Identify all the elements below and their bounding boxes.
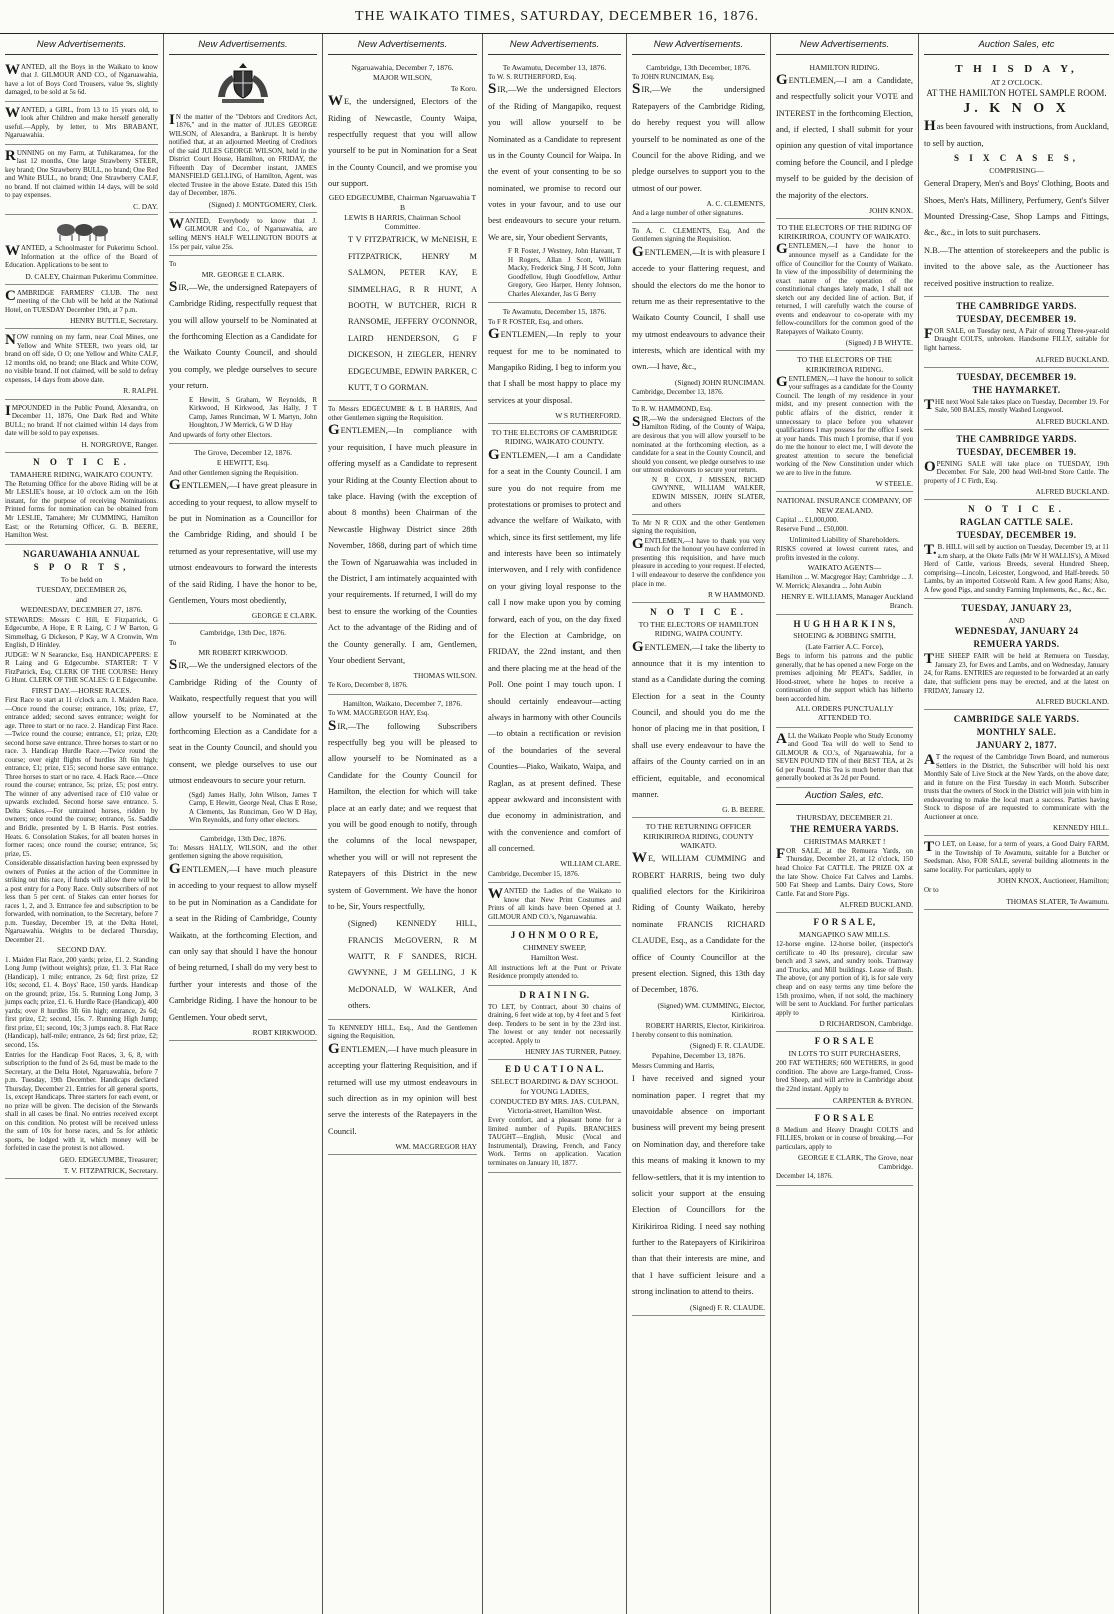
advert-stray-cattle: NOW running on my farm, near Coal Mines, one Yellow and White STEER, two years old, tar brand on off side, O O; one Yellow and White CALF, 12 months old, no brand; one Black and White COW, no visible brand. If not claimed, will be sold to defray expenses, 14 days from above date. R. RALPH. — [5, 329, 158, 399]
column-2 — [163, 34, 322, 1614]
reply-macgregor-hay: To KENNEDY HILL, Esq., And the Gentlemen signing the Requisition, GENTLEMEN,—I have much pleasure in accepting your flattering Requisition, and if returned will use my utmost endeavours in such direction as in my opinion will best serve the interests of the Ratepayers in the Council. WM. MACGREGOR HAY — [328, 1020, 477, 1155]
advert-ngaruawahia-sports: NGARUAWAHIA ANNUAL S P O R T S, To be held on TUESDAY, DECEMBER 26, and WEDNESDAY, DECEMBER 27, 1876. STEWARDS: Messrs C Hill, E Fitzpatrick, G Edgecumbe, A Hope, E R Laing, C J W Barton, G Simmelhag, G Dickeson, P Kay, W A Cronwin, Wm English, D Hinkley. JUDGE: W N Searancke, Esq. HANDICAPPERS: E R Laing and G Edgecumbe. STARTER: T V FitzPatrick, Esq. CLERK OF THE COURSE: Henry G Hunt. CLERK OF THE SCALES: G E Edgecumbe. FIRST DAY.—HORSE RACES. First Race to start at 11 o'clock a.m. 1. Maiden Race.—Once round the course; entrance, 10s; prize, £7, entrance added; second saves entrance; weight for age. Three to start or no race. 2. Handicap First Race.—Twice round the course; entrance, £1; prize, £20; second horse save entrance. Three horses to start or no race. 3. Handicap Hurdle Race.—Twice round the course; over eight flights of hurdles 3ft 6in high; entrance, £1; prize, £15; second horse save entrance. Three horses to start or no race. 4. Hack Race.—Once round the course; entrance, 5s; prize, £5; post entry. The winner of any advertised race of £10 value or upwards excluded. Second horse save entrance. 5. Delta Stakes.—For untrained horses, ridden by owners; once round the course; entrance, 5s. Saddle and Bridle, presented by L B Harris. Post entries. Heats. 6. Consolation Stakes, for all beaten horses in former races; once round the course; entrance, 5s; prize, £5. Considerable dissatisfaction having been expressed by owners of Ponies at the action of the Committee in striking out this race, if funds will allow there will be a post entry for a Pony Race. Only subscribers of not less than 5 per cent. of Stakes can enter horses for races 1, 2, and 3. Entrance fee and subscription to be forwarded, with nomination, to the Secretary, before 7 p.m. Tuesday, December 19, at the Delta Hotel, Ngaruawahia. Weights to be declared Thursday, December 21. SECOND DAY. 1. Maiden Flat Race, 200 yards; prize, £1. 2. Standing Long Jump (without weights); prize, £1. 3. Flat Race (Handicap), 1 mile; entrance, 2s 6d; first prize, £2 10s; second, £1. 4. Boys' Race, 150 yards. Handicap on the ground; prize, 15s. 5. Running Long Jump, 3 jumps each; prize, £1. 6. Hurdle Race (Handicap), 400 yards; over 8 hurdles 3ft 6in high; entrance, 2s 6d; first prize, £2; second, 15s. 7. Running High Jump; first prize, £1; second, 10s; 3 jumps each. 8. Flat Race (Handicap), half-mile; entrance, 2s 6d; first prize, £2; second, 15s. Entries for the Handicap Foot Races, 3, 6, 8, with subscription to the fund of 2s 6d, must be made to the Secretary, at the Delta Hotel, Ngaruawahia, before 7 p.m. Tuesday, 19th December. Handicaps declared Thursday, December 21. Entries for all general sports, 1s, except Handicaps. Three starters for each event, or no prize will be given. The decision of the Stewards shall in all cases be final. No entries received except on this condition. No protest will be received unless the sum of 10s for horse races, and 5s for athletic sports, be lodged with it, which money will be forfeited in case the protest is not allowed. GEO. EDGECUMBE, Treasurer; T. V. FITZPATRICK, Secretary. — [5, 545, 158, 1179]
requisition-major-wilson: Ngaruawahia, December 7, 1876. MAJOR WILSON, Te Koro. WE, the undersigned, Electors of the Riding of Newcastle, County Waipa, respectfully request that you will allow yourself to be put in Nomination for a Seat in the County Council, and we promise you our support. GEO EDGECUMBE, Chairman Ngaruawahia T B LEWIS B HARRIS, Chairman School Committee. T V FITZPATRICK, W McNEISH, E FITZPATRICK, HENRY M SALMON, PETER KAY, E SIMMELHAG, R R HUNT, A BOOTH, W BUTCHER, RICH R RANSOME, JEFFERY O'CONNOR, LAIRD HENDERSON, G F DICKESON, H ZIEGLER, HENRY EDGECUMBE, EDWIN PARKER, C KUTT, T O GORMAN. — [328, 59, 477, 402]
advert-wethers: F O R S A L E IN LOTS TO SUIT PURCHASERS, 200 FAT WETHERS; 600 WETHERS, in good condition. The above are Large-framed, Cross-bred Sheep, and will arrive in Cambridge about the 22nd instant. Apply to CARPENTER & BYRON. — [776, 1032, 913, 1108]
advert-draining: D R A I N I N G. TO LET, by Contract, about 30 chains of draining, 6 feet wide at top, by 4 feet and 5 feet deep. Tenders to be sent in by the 23rd inst. The lowest or any tender not necessarily accepted. Apply to HENRY JAS TURNER, Putney. — [488, 986, 621, 1061]
advert-haymarket: TUESDAY, DECEMBER 19. THE HAYMARKET. THE next Wool Sale takes place on Tuesday, December 19. For Sale, 500 BALES, mostly Washed Longwool. ALFRED BUCKLAND. — [924, 368, 1109, 430]
requisition-rutherford: Te Awamutu, December 13, 1876. To W. S. RUTHERFORD, Esq. SIR,—We the undersigned Electors of the Riding of Mangapiko, request you will allow yourself to be Nominated as a Candidate to represent us in the County Council for Waipa. In the event of your consenting to be so nominated, we promise to record our votes in your favour, and to use our best endeavours to secure your return. We are, sir, Your obedient Servants, F R Foster, J Westney, John Hareant, T H Rogers, Allan J Scott, William Macky, Frederick Sing, J H Scott, John Goodfellow, Hugh Goodfellow, Arthur Gregory, Geo Harper, Henry Johnson, Charles Alexander, Jas G Berry — [488, 59, 621, 304]
advert-schoolmaster: WANTED, a Schoolmaster for Pukerimu School. Information at the office of the Board of Education. Applications to be sent to D. CALEY, Chairman Pukerimu Committee. — [5, 215, 158, 285]
advert-print-costumes: WANTED the Ladies of the Waikato to know that New Print Costumes and Prints of all kinds have been Opened at J. GILMOUR AND CO.'s, Ngaruawahia. — [488, 883, 621, 926]
column-heading: Auction Sales, etc — [924, 37, 1109, 55]
advert-remuera-christmas-market: THURSDAY, DECEMBER 21. THE REMUERA YARDS. CHRISTMAS MARKET ! FOR SALE, at the Remuera Yards, on Thursday, December 21, at 12 o'clock, 150 head Choice Fat CATTLE. The PRIZE OX at the late Show. Choice Fat Calves and Lambs. 500 Fat Sheep and Lambs. Dairy Cows, Store Cattle. Fat and Store Pigs. ALFRED BUCKLAND. — [776, 809, 913, 913]
column-5 — [626, 34, 770, 1614]
reply-robert-kirkwood: Cambridge, 13th Dec, 1876. To: Messrs HALLY, WILSON, and the other gentlemen signing the above requisition, GENTLEMEN,—I have much pleasure in acceding to your request to allow myself to be put in Nomination as a Candidate for a seat in the Riding of Cambridge, County Waikato, at the forthcoming Election, and can only say that should I have the honour of being returned, I shall do my very best to further your interests and those of the Cambridge Riding. I have the honour to be Gentlemen. Your obedt servt, ROBT KIRKWOOD. — [169, 830, 317, 1041]
column-heading: New Advertisements. — [5, 37, 158, 55]
requisition-hammond: To R. W. HAMMOND, Esq. SIR,—We the undersigned Electors of the Hamilton Riding, of the County of Waipa, are desirous that you will allow yourself to be nominated at the forthcoming election, as a candidate for a seat in the County Council, and should you consent, we pledge ourselves to use our utmost endeavours to secure your return. N R COX, J MISSEN, RICHD GWYNNE, WILLIAM WALKER, EDWIN MISSEN, JOHN SLATER, and others — [632, 401, 765, 514]
reply-rutherford: Te Awamutu, December 15, 1876. To F R FOSTER, Esq, and others. GENTLEMEN,—In reply to your request for me to be nominated to Mangapiko Riding, I beg to inform you that I shall be most happy to place my services at your disposal. W S RUTHERFORD. — [488, 303, 621, 424]
reply-george-clark: The Grove, December 12, 1876. E HEWITT, Esq. And other Gentlemen signing the Requisition. GENTLEMEN,—I have great pleasure in acceding to your request, to allow myself to be put in Nomination as a Councillor for the Cambridge Riding, and should I be returned as your representative, will use my utmost endeavours to forward the interests of the said Riding. I have the honor to be, Gentlemen, Yours most obediently, GEORGE E CLARK. — [169, 444, 317, 624]
sheep-engraving — [52, 220, 112, 242]
advert-hugh-harkins: H U G H H A R K I N S, SHOEING & JOBBING SMITH, (Late Farrier A.C. Force), Begs to inform his patrons and the public generally, that he has opened a new Forge on the premises adjoining Mr PEAT's, Saddler, in Hood-street, where he hopes to receive a continuation of the support which has hitherto been accorded him. ALL ORDERS PUNCTUALLY ATTENDED TO. — [776, 615, 913, 728]
advert-wellington-boots: WANTED, Everybody to know that J. GILMOUR and Co., of Ngaruawahia, are selling MEN'S HALF WELLINGTON BOOTS at 15s per pair, value 25s. — [169, 213, 317, 256]
advert-chimney-sweep: J O H N M O O R E, CHIMNEY SWEEP, Hamilton West. All instructions left at the Punt or Private Residence promptly attended to. — [488, 926, 621, 986]
advert-running-cattle: RUNNING on my Farm, at Tuhikaramea, for the last 12 months, One large Strawberry STEER, key brand; One Strawberry BULL, no brand; One Red and White BULL, no brand; One Strawberry CALF, no brand. If not claimed within 14 days, will be sold to pay expenses. C. DAY. — [5, 145, 158, 215]
advert-dairy-farm: TO LET, on Lease, for a term of years, a Good Dairy FARM, in the Township of Te Awamutu, suitable for a Butcher or Seedsman. Also, FOR SALE, several building allotments in the same locality. For particulars, apply to JOHN KNOX, Auctioneer, Hamilton; Or to THOMAS SLATER, Te Awamutu. — [924, 836, 1109, 910]
advert-cambridge-yards-colts: THE CAMBRIDGE YARDS. TUESDAY, DECEMBER 19. FOR SALE, on Tuesday next, A Pair of strong Three-year-old Draught COLTS, unbroken. Handsome FILLY, suitable for light harness. ALFRED BUCKLAND. — [924, 297, 1109, 368]
requisition-robert-kirkwood: Cambridge, 13th Dec, 1876. To MR ROBERT KIRKWOOD. SIR,—We the undersigned electors of the Cambridge Riding of the County of Waikato, respectfully request that you will allow yourself to be Nominated at the forthcoming Election as a Candidate for a seat in the County Council, and should you consent, we pledge ourselves to use our utmost endeavours to secure your return. (Sgd) James Hally, John Wilson, James T Camp, E Hewitt, George Neal, Chas E Rose, A Clements, Jas Runciman, Geo W D Hay, Wm Reynolds, and forty other electors. — [169, 624, 317, 829]
advert-saw-mills: F O R S A L E, MANGAPIKO SAW MILLS. 12-horse engine. 12-horse boiler, (inspector's certificate to 40 lbs pressure), circular saw bench and 3 saws, and sundry tools. Tramway and Trucks, and Mill buildings. Lease of Bush. The above, (or any portion of it), is for sale very cheap and on easy terms any time before the 15th proximo, when, if not sold, the machinery will be sent to Auckland. For further particulars apply to D RICHARDSON, Cambridge. — [776, 913, 913, 1032]
requisition-runciman: Cambridge, 13th December, 1876. To JOHN RUNCIMAN, Esq. SIR,—We the undersigned Ratepayers of the Cambridge Riding, do hereby request you will allow yourself to be nominated as one of the Council for the above Riding, and we pledge ourselves to support you to the utmost of our power. A. C. CLEMENTS, And a large number of other signatures. — [632, 59, 765, 223]
advert-impounded: IMPOUNDED in the Public Pound, Alexandra, on December 11, 1876, One Dark Red and White BULL; no brand. If not claimed within 14 days from date will be sold to pay expenses. H. NORGROVE, Ranger. — [5, 400, 158, 453]
advert-cambridge-yards-opening: THE CAMBRIDGE YARDS. TUESDAY, DECEMBER 19. OPENING SALE will take place on TUESDAY, 19th December. For Sale, 200 head Well-bred Store Cattle. The property of J C Firth, Esq. ALFRED BUCKLAND. — [924, 430, 1109, 501]
advert-farmers-club: CAMBRIDGE FARMERS' CLUB. The next meeting of the Club will be held at the National Hotel, on TUESDAY December 19th, at 7 p.m. HENRY BUTTLE, Secretary. — [5, 285, 158, 330]
advert-remuera-sheep-fair: TUESDAY, JANUARY 23, AND WEDNESDAY, JANUARY 24 REMUERA YARDS. THE SHEEP FAIR will be held at Remuera on Tuesday, January 23, for Ewes and Lambs, and on Wednesday, January 24, for Rams. ENTRIES are requested to be forwarded at an early date, that sufficient pens may be erected, and at the latest on FRIDAY, January 12. ALFRED BUCKLAND. — [924, 599, 1109, 710]
address-steele: TO THE ELECTORS OF THE KIRIKIRIROA RIDING. GENTLEMEN,—I have the honour to solicit your suffrages as a candidate for the County Council. The length of my residence in your midst, and my present connection with the public affairs of the district, render it unnecessary to place before you whatever qualifications I may possess for the office I seek at your hands. This much I promise, that if you do me the honour to elect me, I will devote the greatest attention to secure the beneficial working of the New Constitution under which we are to live in the future. W STEELE. — [776, 351, 913, 492]
advert-educational: E D U C A T I O N A L. SELECT BOARDING & DAY SCHOOL for YOUNG LADIES, CONDUCTED BY MRS. JAS. CULPAN, Victoria-street, Hamilton West. Every comfort, and a pleasant home for a limited number of Pupils. BRANCHES TAUGHT—English, Music (Vocal and Instrumental), Drawing, French, and Fancy Work. Terms on application. Vacation terminates on January 10, 1877. — [488, 1060, 621, 1172]
column-heading: New Advertisements. — [488, 37, 621, 55]
requisition-george-clark: To MR. GEORGE E CLARK. SIR,—We, the undersigned Ratepayers of Cambridge Riding, respectfully request that you will allow yourself to be Nominated at the forthcoming Election as a Candidate for the Waikato County Council, and should you comply, we pledge ourselves to secure your return. E Hewitt, S Graham, W Reynolds, R Kirkwood, H Kirkwood, Jas Hally, J T Camp, James Runciman, W L Martyn, John Houghton, J W Merrick, G W D Hay And upwards of forty other Electors. — [169, 256, 317, 444]
requisition-macgregor-hay: Hamilton, Waikato, December 7, 1876. To WM. MACGREGOR HAY, Esq. SIR,—The following Subscribers respectfully beg you will be pleased to allow yourself to be Nominated as a Candidate for the County Council for Hamilton, the election for which will take place at an early date; and we request that you will be good enough to notify, through the columns of the local newspaper, whether you will or will not represent the Ratepayers of this District in the new system of Government. We have the honor to be, Sir, Yours respectfully, (Signed) KENNEDY HILL, FRANCIS McGOVERN, R M WAITT, R F SANDES, RICH. GWYNNE, J M GELLING, J K McDONALD, W WALKER, And others. — [328, 695, 477, 1020]
column-1 — [0, 34, 163, 1614]
column-4 — [482, 34, 626, 1614]
reply-hammond: To Mr N R COX and the other Gentlemen signing the requisition, GENTLEMEN,—I have to thank you very much for the honour you have conferred in presenting this requisition, and have much pleasure in acceding to your request. If elected, I will endeavour to deserve the confidence you place in me. R W HAMMOND. — [632, 515, 765, 603]
advert-national-insurance: NATIONAL INSURANCE COMPANY, OF NEW ZEALAND. Capital ... £1,000,000. Reserve Fund ... £50,000. Unlimited Liability of Shareholders. RISKS covered at lowest current rates, and profits invested in the colony. WAIKATO AGENTS— Hamilton ... W. Macgregor Hay; Cambridge ... J. W. Merrick; Alexandra ... John Aubin HENRY E. WILLIAMS, Manager Auckland Branch. — [776, 492, 913, 614]
address-william-clare: TO THE ELECTORS OF CAMBRIDGE RIDING, WAIKATO COUNTY. GENTLEMEN,—I am a Candidate for a seat in the County Council. I am sure you do not require from me protestations or promises to protect and advance the welfare of Waikato, with which, since its first settlement, my life and interests have been so intimately interwoven, and I rely with confidence on your giving loyal response to the call I now make upon you by coming forward, each of you, on the day fixed for the Election at Cambridge, on FRIDAY, the 22nd instant, and then and there placing me at the head of the Poll. One point I may touch upon. I should certainly endeavour—acting always in harmony with other Councils—to obtain a rectification or revision of the boundaries of the several Counties—Piako, Waikato, Waipa, and Raglan, as at present defined. These appear awkward and inconsistent with due economy in administration, and with the convenience and comfort of all concerned. WILLIAM CLARE. Cambridge, December 15, 1876. — [488, 424, 621, 883]
column-6 — [770, 34, 918, 1614]
advert-boys-trousers: WANTED, all the Boys in the Waikato to know that J. GILMOUR AND CO., of Ngaruawahia, have a lot of Boys Cord Trousers, value 9s, slightly damaged, to be sold at 5s 6d. — [5, 59, 158, 102]
advert-monthly-sale: CAMBRIDGE SALE YARDS. MONTHLY SALE. JANUARY 2, 1877. AT the request of the Cambridge Town Board, and numerous Settlers in the District, the Subscriber will hold his next Monthly Sale of Live Stock at the New Yards, on the above date; and in future on the First Tuesday in each Month. Subscriber trusts that the owners of Stock in the District will join with him in endeavouring to make the local mart a success. Parties having Stock to dispose of are requested to communicate with the Auctioneer at once. KENNEDY HILL. — [924, 710, 1109, 836]
column-heading: New Advertisements. — [776, 37, 913, 55]
advert-colts: F O R S A L E 8 Medium and Heavy Draught COLTS and FILLIES, broken or in course of breaking.—For particulars, apply to GEORGE E CLARK, The Grove, near Cambridge. December 14, 1876. — [776, 1109, 913, 1186]
column-7 — [918, 34, 1114, 1614]
address-john-knox: HAMILTON RIDING. GENTLEMEN,—I am a Candidate, and respectfully solicit your VOTE and INTEREST in the forthcoming Election, and, if elected, I shall submit for your opinion any question of vital importance coming before the Council, and I pledge myself to be guided by the decision of the majority of the electors. JOHN KNOX. — [776, 59, 913, 219]
nomination-claude: TO THE RETURNING OFFICER KIRIKIRIROA RIDING, COUNTY WAIKATO. WE, WILLIAM CUMMING and ROBERT HARRIS, being two duly qualified electors for the Kirikiriroa Riding of County Waikato, hereby nominate FRANCIS RICHARD CLAUDE, Esq., as a Candidate for the office of County Councillor at the present election. Signed, this 13th day of December, 1876. (Signed) WM. CUMMING, Elector, Kirikiriroa. ROBERT HARRIS, Elector, Kirikiriroa. I hereby consent to this nomination. (Signed) F. R. CLAUDE. Pepahine, December 13, 1876. Messrs Cumming and Harris, I have received and signed your nomination paper. I regret that my unavoidable absence on important business will prevent my being present on Nomination day, and therefore take this means of making it known to my fellow-settlers, that it is my intention to solicit your support at the ensuing Election of Councillors for the Kirikiriroa Riding. I need say nothing further to the Ratepayers of Kirikiriroa than that their interests are mine, and that I have sufficient leisure and a strong inclination to attend to theirs. (Signed) F. R. CLAUDE. — [632, 818, 765, 1315]
advert-raglan-cattle-sale: N O T I C E. RAGLAN CATTLE SALE. TUESDAY, DECEMBER 19. T.B. HILL will sell by auction on Tuesday, December 19, at 11 a.m sharp, at the Okete Falls (Mr W H WALLIS's), A Mixed Herd of Cattle, various Breeds, several Hundred Sheep, comprising—Lincoln, Leicester, Longwood, and Half-breeds. 50 Lambs, by an imported Cotswold Ram. A few good Rams; Also, A few good Pigs, and sundry Farming Implements, &c., &c., &c. — [924, 500, 1109, 599]
notice-beere: N O T I C E. TO THE ELECTORS OF HAMILTON RIDING, WAIPA COUNTY. GENTLEMEN,—I take the liberty to announce that it is my intention to stand as a Candidate during the coming Election for a seat in the County Council, and should you do me the honor of placing me in that position, I shall use every endeavour to have the affairs of the County carried on in an efficient, equitable, and economical manner. G. B. BEERE. — [632, 603, 765, 818]
address-whyte: TO THE ELECTORS OF THE RIDING OF KIRIKIRIROA, COUNTY OF WAIKATO. GENTLEMEN,—I have the honor to announce myself as a Candidate for the office of Councillor for the County of Waikato. In view of the impossibility of determining the exact nature of the operation of the constitutional changes lately made, I shall not sketch out any decided line of action. But, if returned, I will carefully watch the course of events and endeavour to co-operate with my fellow-councillors for the common good of the Ratepayers of Waikato County. (Signed) J B WHYTE. — [776, 219, 913, 351]
notice-tamahere: N O T I C E. TAMAHERE RIDING, WAIKATO COUNTY. The Returning Office for the above Riding will be at Mr LESLIE's house, at 10 o'clock a.m on the 16th instant, for the purpose of receiving Nominations. Printed forms for nomination can be obtained from Mr LESLIE, Tamahere; Mr CUMMING, Hamilton East; or the Returning Officer, G. B. BEERE, Hamilton West. — [5, 453, 158, 545]
advert-knox-auction: T H I S D A Y, AT 2 O'CLOCK. AT THE HAMILTON HOTEL SAMPLE ROOM. J. K N O X Has been favoured with instructions, from Auckland, to sell by auction, S I X C A S E S, COMPRISING— General Drapery, Men's and Boys' Clothing, Boots and Shoes, Men's Hats, Millinery, Perfumery, Gent's Silver Mounted Dressing-Case, Shop Lamps and Fittings, &c., &c., in lots to suit purchasers. N.B.—The attention of storekeepers and the public is invited to the above sale, as the Auctioneer has received positive instruction to realize. — [924, 59, 1109, 297]
reply-runciman: To A. C. CLEMENTS, Esq, And the Gentlemen signing the Requisition. GENTLEMEN,—It is with pleasure I accede to your flattering request, and should the electors do me the honor to return me as their representative to the Waikato County Council, I shall use my utmost endeavours to advance their interests, which are identical with my own.—I have, &c., (Signed) JOHN RUNCIMAN. Cambridge, December 13, 1876. — [632, 223, 765, 402]
advert-girl-wanted: WANTED, a GIRL, from 13 to 15 years old, to look after Children and make herself generally useful.—Apply, by letter, to Mrs BRABANT, Ngaruawahia. — [5, 102, 158, 145]
column-heading: New Advertisements. — [328, 37, 477, 55]
column-heading: New Advertisements. — [169, 37, 317, 55]
advert-tea: ALL the Waikato People who Study Economy and Good Tea will do well to Send to GILMOUR & CO.'s, of Ngaruawahia, for a SEVEN POUND TIN of their BEST TEA, at 2s 6d per Pound. This Tea is much better than that generally booked at 3s 2d per Pound. — [776, 728, 913, 788]
column-3 — [322, 34, 482, 1614]
reply-thomas-wilson: To Messrs EDGECUMBE & L B HARRIS, And other Gentlemen signing the Requisition. GENTLEMEN,—In compliance with your requisition, I have much pleasure in offering myself as a Candidate to represent your Riding at the County Election about to take place. Having (with the exception of about 8 months) been Chairman of the Newcastle Highway District since 28th November, 1868, during part of which time the Town of Ngaruawahia was included in the District, I am intimately acquainted with your requirements. If returned, I will do my best to ensure the working of the Counties Act to the advantage of the Riding and of the County generally. I am, Gentlemen, Your obedient Servant, THOMAS WILSON. Te Koro, December 8, 1876. — [328, 401, 477, 694]
masthead: THE WAIKATO TIMES, SATURDAY, DECEMBER 16, 1876. — [0, 0, 1114, 34]
auction-sales-heading: Auction Sales, etc. — [776, 788, 913, 806]
advert-bankruptcy-notice: IN the matter of the "Debtors and Creditors Act, 1876," and in the matter of JULES GEORGE WILSON, of Alexandra, a Bankrupt. It is hereby notified that, at an adjourned Meeting of Creditors of the said JULES GEORGE WILSON, held in the District Court House, Hamilton, on FRIDAY, the Fifteenth Day of December instant, JAMES MANSFIELD GELLING, of Hamilton, Agent, was elected Trustee in the above Estate. Dated this 15th day of December, 1876. (Signed) J. MONTGOMERY, Clerk. — [169, 109, 317, 213]
column-heading: New Advertisements. — [632, 37, 765, 55]
royal-coat-of-arms-icon — [208, 59, 278, 107]
